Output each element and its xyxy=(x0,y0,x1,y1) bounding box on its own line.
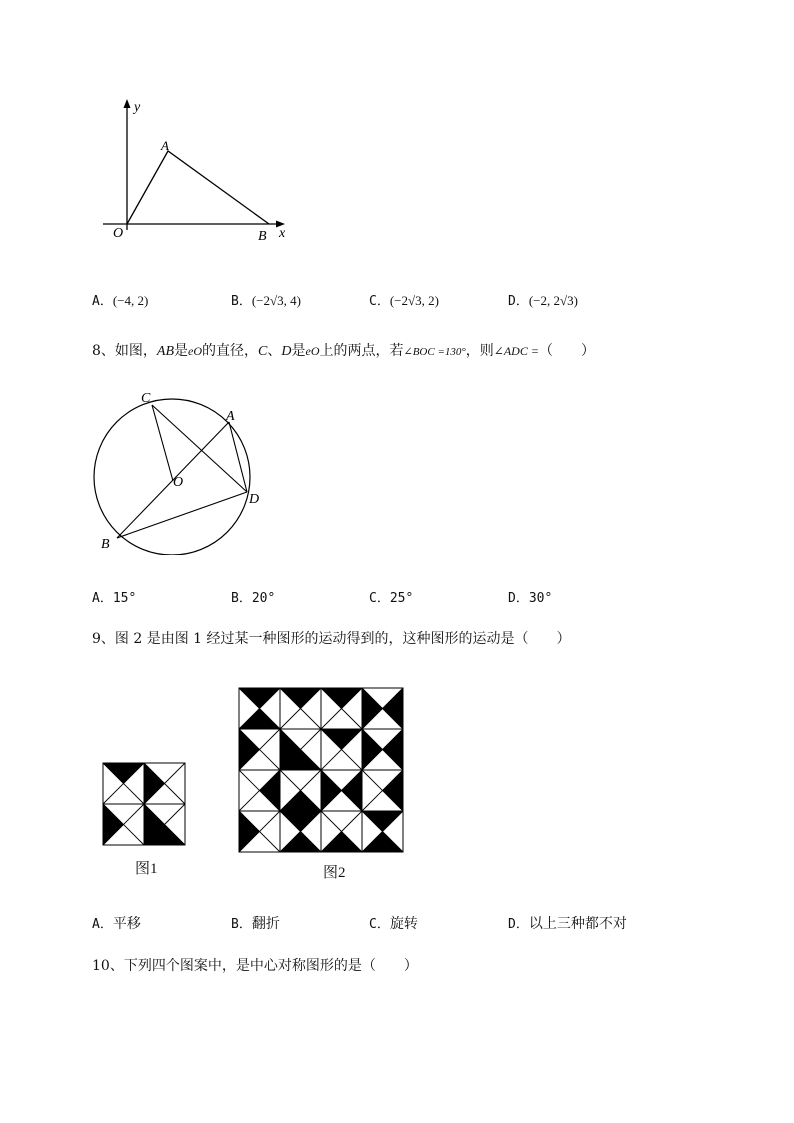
q8-circle-figure xyxy=(85,385,275,555)
figure-1-caption: 图1 xyxy=(135,861,158,877)
option-label: C． xyxy=(369,591,390,606)
pattern-tile xyxy=(280,811,321,852)
point-o-label: O xyxy=(173,475,184,490)
point-a-label: A xyxy=(226,409,235,424)
option-value: (−4, 2) xyxy=(112,293,149,308)
option-value: (−2√3, 2) xyxy=(389,293,439,308)
pattern-tile xyxy=(239,729,280,770)
q9-option-c[interactable] xyxy=(369,913,418,933)
q7-option-d[interactable] xyxy=(508,290,578,309)
q7-coordinate-figure xyxy=(95,95,295,245)
q8-option-a[interactable] xyxy=(92,587,136,606)
option-value: 15° xyxy=(112,591,137,606)
option-value: 旋转 xyxy=(389,916,418,932)
pattern-tile xyxy=(321,688,362,729)
option-label: C． xyxy=(369,294,390,309)
q9-figure-1 xyxy=(102,762,186,846)
option-value: 以上三种都不对 xyxy=(528,916,627,932)
pattern-tile xyxy=(239,770,280,811)
pattern-tile xyxy=(280,729,321,770)
pattern-tile xyxy=(362,770,403,811)
option-label: B． xyxy=(231,917,252,932)
pattern-tile xyxy=(239,688,280,729)
point-d-label: D xyxy=(249,492,260,507)
q9-figure-2 xyxy=(238,687,404,853)
option-label: D． xyxy=(508,917,529,932)
pattern-tile xyxy=(321,770,362,811)
q9-stem: 9、图 2 是由图 1 经过某一种图形的运动得到的，这种图形的运动是（ ） xyxy=(92,631,571,647)
x-axis-label: x xyxy=(279,226,286,241)
y-axis xyxy=(124,99,131,230)
segment-oc xyxy=(152,405,173,481)
pattern-tile xyxy=(239,811,280,852)
option-label: D． xyxy=(508,294,529,309)
pattern-tile xyxy=(280,770,321,811)
point-a-label: A xyxy=(161,138,169,153)
q9-option-b[interactable] xyxy=(231,913,280,933)
option-value: 20° xyxy=(251,591,276,606)
origin-label: O xyxy=(113,226,124,241)
pattern-tile xyxy=(103,763,144,804)
pattern-tile xyxy=(362,729,403,770)
figure-2-caption: 图2 xyxy=(323,865,346,881)
option-label: B． xyxy=(231,591,252,606)
option-label: C． xyxy=(369,917,390,932)
q10-stem: 10、下列四个图案中，是中心对称图形的是（ ） xyxy=(92,958,418,974)
pattern-tile xyxy=(362,811,403,852)
option-value: 翻折 xyxy=(251,916,280,932)
pattern-tile xyxy=(321,811,362,852)
pattern-tile xyxy=(321,729,362,770)
segment-ad xyxy=(229,422,247,492)
q8-stem: 8、如图，AB是eO的直径，C、D是eO上的两点，若∠BOC =130°，则∠ADC =（ ） xyxy=(92,343,595,359)
q8-option-b[interactable] xyxy=(231,587,275,606)
option-value: (−2√3, 4) xyxy=(251,293,301,308)
pattern-tile xyxy=(144,804,185,845)
pattern-tile xyxy=(362,688,403,729)
point-b-label: B xyxy=(258,229,267,244)
point-b-label: B xyxy=(101,537,110,552)
q9-option-a[interactable] xyxy=(92,913,141,933)
option-value: 25° xyxy=(389,591,414,606)
pattern-tile xyxy=(144,763,185,804)
option-label: A． xyxy=(92,917,113,932)
option-label: A． xyxy=(92,591,113,606)
q8-option-d[interactable] xyxy=(508,587,552,606)
option-label: D． xyxy=(508,591,529,606)
option-value: (−2, 2√3) xyxy=(528,293,578,308)
q8-option-c[interactable] xyxy=(369,587,413,606)
triangle-oab xyxy=(127,151,269,224)
option-value: 平移 xyxy=(112,916,141,932)
point-c-label: C xyxy=(141,391,151,406)
pattern-tile xyxy=(280,688,321,729)
q9-option-d[interactable] xyxy=(508,913,627,933)
option-label: B． xyxy=(231,294,252,309)
pattern-tile xyxy=(103,804,144,845)
x-axis xyxy=(103,221,285,228)
option-value: 30° xyxy=(528,591,553,606)
option-label: A． xyxy=(92,294,113,309)
q7-option-c[interactable] xyxy=(369,290,439,309)
y-axis-label: y xyxy=(134,100,141,115)
q7-option-a[interactable] xyxy=(92,290,148,309)
q7-option-b[interactable] xyxy=(231,290,301,309)
